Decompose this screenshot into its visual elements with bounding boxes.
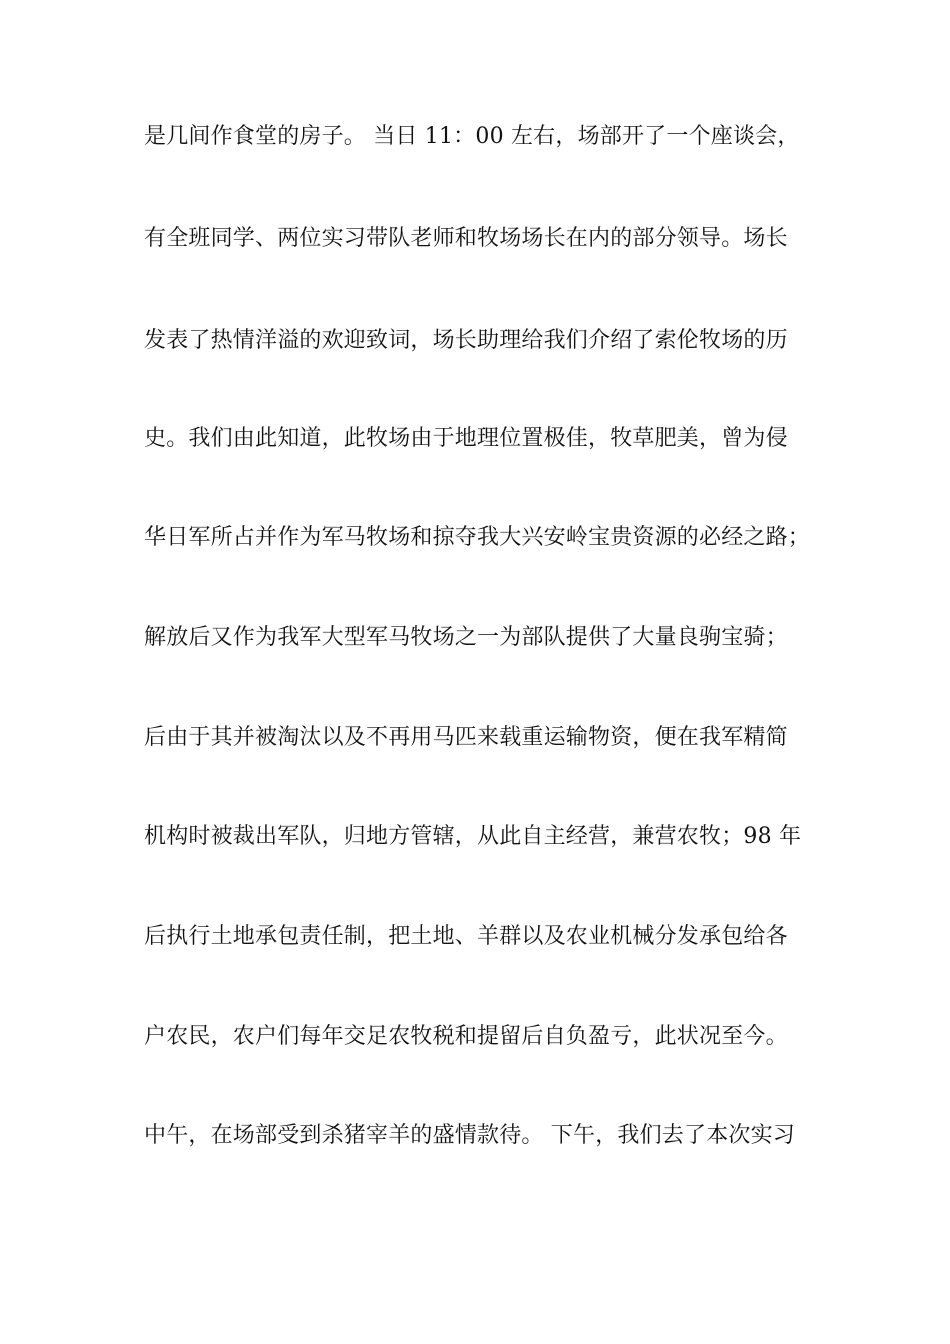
text-line: 机构时被裁出军队，归地方管辖，从此自主经营，兼营农牧；98 年: [144, 824, 802, 849]
text-line: 解放后又作为我军大型军马牧场之一为部队提供了大量良驹宝骑；: [144, 625, 788, 650]
text-line: 是几间作食堂的房子。 当日 11：00 左右，场部开了一个座谈会，: [144, 124, 800, 149]
text-line: 有全班同学、两位实习带队老师和牧场场长在内的部分领导。场长: [144, 226, 788, 251]
text-line: 中午，在场部受到杀猪宰羊的盛情款待。 下午，我们去了本次实习: [144, 1123, 795, 1148]
text-line: 发表了热情洋溢的欢迎致词，场长助理给我们介绍了索伦牧场的历: [144, 328, 788, 353]
text-line: 史。我们由此知道，此牧场由于地理位置极佳，牧草肥美，曾为侵: [144, 426, 788, 451]
text-line: 后执行土地承包责任制，把土地、羊群以及农业机械分发承包给各: [144, 924, 788, 949]
text-line: 户农民，农户们每年交足农牧税和提留后自负盈亏，此状况至今。: [144, 1024, 788, 1049]
text-line: 后由于其并被淘汰以及不再用马匹来载重运输物资，便在我军精简: [144, 725, 788, 750]
text-line: 华日军所占并作为军马牧场和掠夺我大兴安岭宝贵资源的必经之路；: [144, 525, 811, 550]
